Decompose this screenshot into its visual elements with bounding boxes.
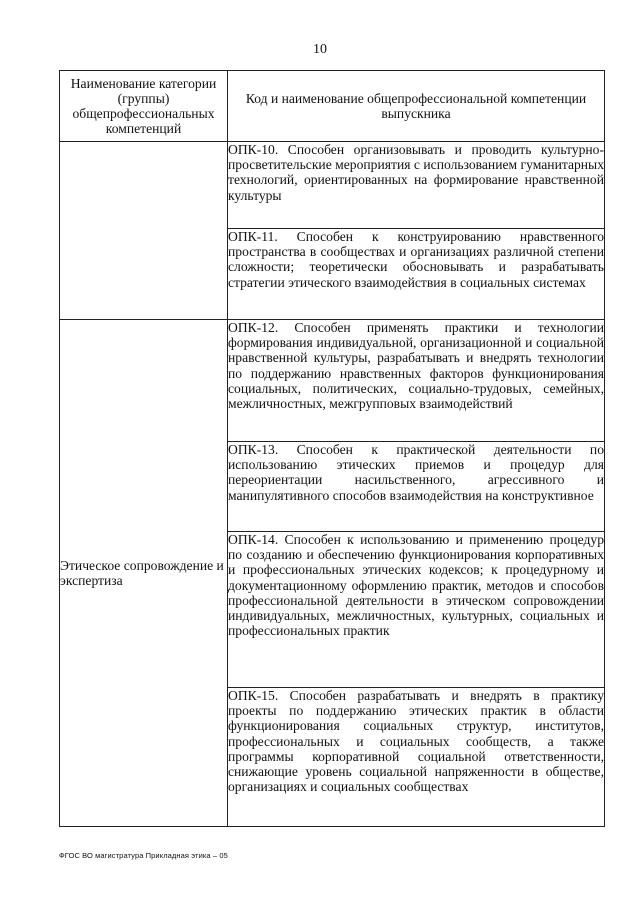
category-cell-ethics: [60, 320, 228, 827]
table-header-row: [60, 71, 605, 142]
category-cell-empty: [60, 142, 228, 320]
table-row: [60, 142, 605, 229]
competency-cell-opk15: [228, 688, 605, 827]
competency-text: ОПК-10. Способен организовывать и проводить культурно-просветительские мероприятия с использованием гуманитарных технологий, ориентированных на формирование нравственной культуры: [228, 142, 604, 203]
competency-cell-opk13: [228, 442, 605, 532]
competency-cell-opk14: [228, 532, 605, 688]
competency-text: ОПК-13. Способен к практической деятельности по использованию этических приемов и процедур для переориентации насильственного, агрессивного и манипулятивного способов взаимодействия на конструктивное: [228, 442, 604, 503]
competency-cell-opk10: [228, 142, 605, 229]
competency-cell-opk12: [228, 320, 605, 442]
competency-text: ОПК-12. Способен применять практики и технологии формирования индивидуальной, организационной и социальной нравственной культуры, разрабатывать и внедрять технологии по поддержанию нравственных факторов функционирования социальных, политических, социально-трудовых, семейных, межличностных, межгрупповых взаимодействий: [228, 320, 604, 412]
header-category: Наименование категории (группы) общепрофессиональных компетенций: [60, 71, 228, 142]
header-code: Код и наименование общепрофессиональной компетенции выпускника: [228, 71, 605, 142]
document-footer: ФГОС ВО магистратура Прикладная этика – 05: [59, 851, 228, 860]
competency-text: ОПК-11. Способен к конструированию нравственного пространства в сообществах и организациях различной степени сложности; теоретически обосновывать и разрабатывать стратегии этического взаимодействия в социальных системах: [228, 229, 604, 290]
table-row: [60, 320, 605, 442]
category-label: Этическое сопровождение и экспертиза: [60, 557, 224, 588]
page-number: 10: [313, 42, 327, 57]
competency-text: ОПК-14. Способен к использованию и применению процедур по созданию и обеспечению функционирования корпоративных и профессиональных этических кодексов; к процедурному и документационному оформлению практик, методов и способов профессиональной деятельности в этическом сопровождении индивидуальных, межличностных, культурных, социальных и профессиональных практик: [228, 532, 604, 639]
competencies-table: [59, 70, 605, 827]
competency-text: ОПК-15. Способен разрабатывать и внедрять в практику проекты по поддержанию этических практик в области функционирования социальных структур, институтов, профессиональных и социальных сообществ, а также программы корпоративной социальной ответственности, снижающие уровень социальной напряженности в обществе, организациях и социальных сообществах: [228, 688, 604, 795]
competency-cell-opk11: [228, 229, 605, 320]
